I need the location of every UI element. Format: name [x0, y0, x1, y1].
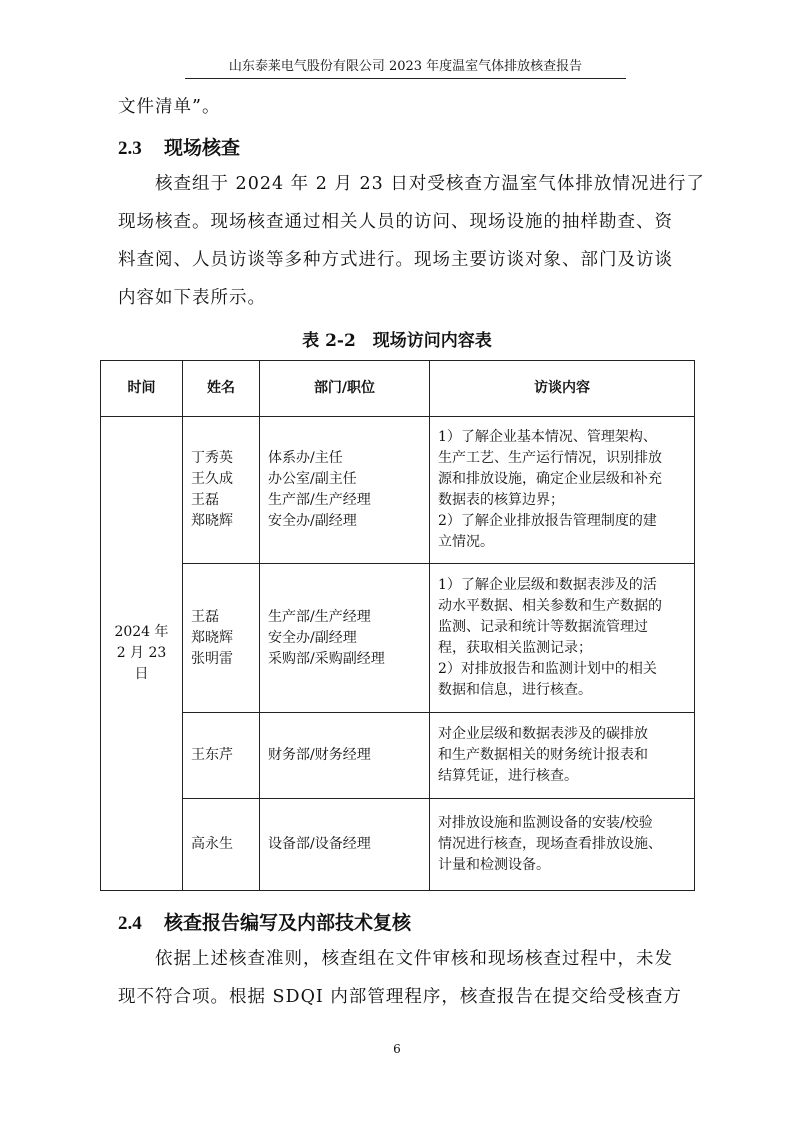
person-name: 郑晓辉 [191, 513, 233, 529]
table-row [101, 713, 695, 799]
role-text: 设备部/设备经理 [268, 836, 371, 852]
section-number: 2.4 [118, 913, 142, 934]
names-cell [183, 564, 260, 713]
paragraph-line: 依据上述核查准则，核查组在文件审核和现场核查过程中，未发 [118, 949, 673, 969]
date-line: 2 月 23 日 [116, 645, 167, 682]
person-name: 丁秀英 [191, 450, 233, 466]
names-cell [183, 417, 260, 564]
role-text: 安全办/副经理 [268, 629, 357, 646]
person-name: 张明雷 [191, 650, 233, 667]
content-cell [430, 564, 695, 713]
role-text: 办公室/副主任 [268, 471, 357, 487]
person-name: 王久成 [191, 471, 233, 487]
content-line: 数据和信息，进行核查。 [438, 682, 592, 698]
content-line: 对排放设施和监测设备的安装/校验 [438, 815, 653, 831]
person-name: 郑晓辉 [191, 629, 233, 646]
section-2-3-heading [118, 133, 240, 160]
names-cell [183, 799, 260, 891]
section-2-3-paragraph [118, 165, 705, 317]
section-title: 现场核查 [164, 137, 241, 159]
roles-cell [260, 417, 430, 564]
content-line: 动水平数据、相关参数和生产数据的 [438, 598, 662, 614]
person-name: 高永生 [191, 836, 233, 852]
roles-cell [260, 799, 430, 891]
content-cell [430, 799, 695, 891]
content-line: 程，获取相关监测记录； [438, 640, 592, 656]
content-line: 1）了解企业层级和数据表涉及的活 [438, 577, 657, 593]
header-cell-name: 姓名 [183, 361, 260, 417]
person-name: 王东芹 [191, 747, 233, 763]
paragraph-line: 现不符合项。根据 SDQI 内部管理程序，核查报告在提交给受核查方 [118, 987, 682, 1007]
content-line: 数据表的核算边界； [438, 492, 564, 508]
role-text: 体系办/主任 [268, 450, 343, 466]
content-line: 生产工艺、生产运行情况，识别排放 [438, 450, 662, 466]
content-line: 1）了解企业基本情况、管理架构、 [438, 429, 657, 445]
table-caption: 表 2-2 现场访问内容表 [302, 331, 492, 351]
table-row [101, 799, 695, 891]
role-text: 生产部/生产经理 [268, 492, 371, 508]
intro-line: 文件清单”。 [118, 97, 221, 117]
table-row [101, 564, 695, 713]
roles-cell [260, 564, 430, 713]
header-cell-time: 时间 [101, 361, 183, 417]
content-cell [430, 713, 695, 799]
role-text: 安全办/副经理 [268, 513, 357, 529]
content-line: 2）了解企业排放报告管理制度的建 [438, 513, 657, 529]
names-cell [183, 713, 260, 799]
content-line: 2）对排放报告和监测计划中的相关 [438, 661, 657, 677]
content-line: 情况进行核查，现场查看排放设施、 [438, 836, 662, 852]
header-cell-department: 部门/职位 [260, 361, 430, 417]
content-line: 源和排放设施，确定企业层级和补充 [438, 471, 662, 487]
paragraph-line: 料查阅、人员访谈等多种方式进行。现场主要访谈对象、部门及访谈 [118, 250, 673, 270]
page-number: 6 [393, 1042, 401, 1056]
content-line: 对企业层级和数据表涉及的碳排放 [438, 726, 648, 742]
section-2-4-heading [118, 908, 411, 935]
running-header: 山东泰莱电气股份有限公司 2023 年度温室气体排放核查报告 [185, 55, 626, 79]
date-cell [101, 417, 183, 891]
visit-table [100, 360, 695, 891]
section-number: 2.3 [118, 138, 142, 159]
role-text: 财务部/财务经理 [268, 747, 371, 763]
content-line: 计量和检测设备。 [438, 857, 550, 873]
person-name: 王磊 [191, 608, 219, 625]
paragraph-line: 现场核查。现场核查通过相关人员的访问、现场设施的抽样勘查、资 [118, 212, 673, 232]
intro-paragraph [118, 88, 678, 126]
table-header-row [101, 361, 695, 417]
role-text: 生产部/生产经理 [268, 608, 371, 625]
content-cell [430, 417, 695, 564]
role-text: 采购部/采购副经理 [268, 650, 385, 667]
date-line: 2024 年 [114, 624, 169, 640]
roles-cell [260, 713, 430, 799]
header-cell-content: 访谈内容 [430, 361, 695, 417]
section-2-4-paragraph [118, 940, 682, 1016]
person-name: 王磊 [191, 492, 219, 508]
content-line: 立情况。 [438, 534, 494, 550]
paragraph-line: 核查组于 2024 年 2 月 23 日对受核查方温室气体排放情况进行了 [118, 174, 705, 194]
content-line: 监测、记录和统计等数据流管理过 [438, 619, 648, 635]
paragraph-line: 内容如下表所示。 [118, 288, 266, 308]
section-title: 核查报告编写及内部技术复核 [164, 912, 412, 934]
content-line: 结算凭证，进行核查。 [438, 768, 578, 784]
table-row [101, 417, 695, 564]
content-line: 和生产数据相关的财务统计报表和 [438, 747, 648, 763]
